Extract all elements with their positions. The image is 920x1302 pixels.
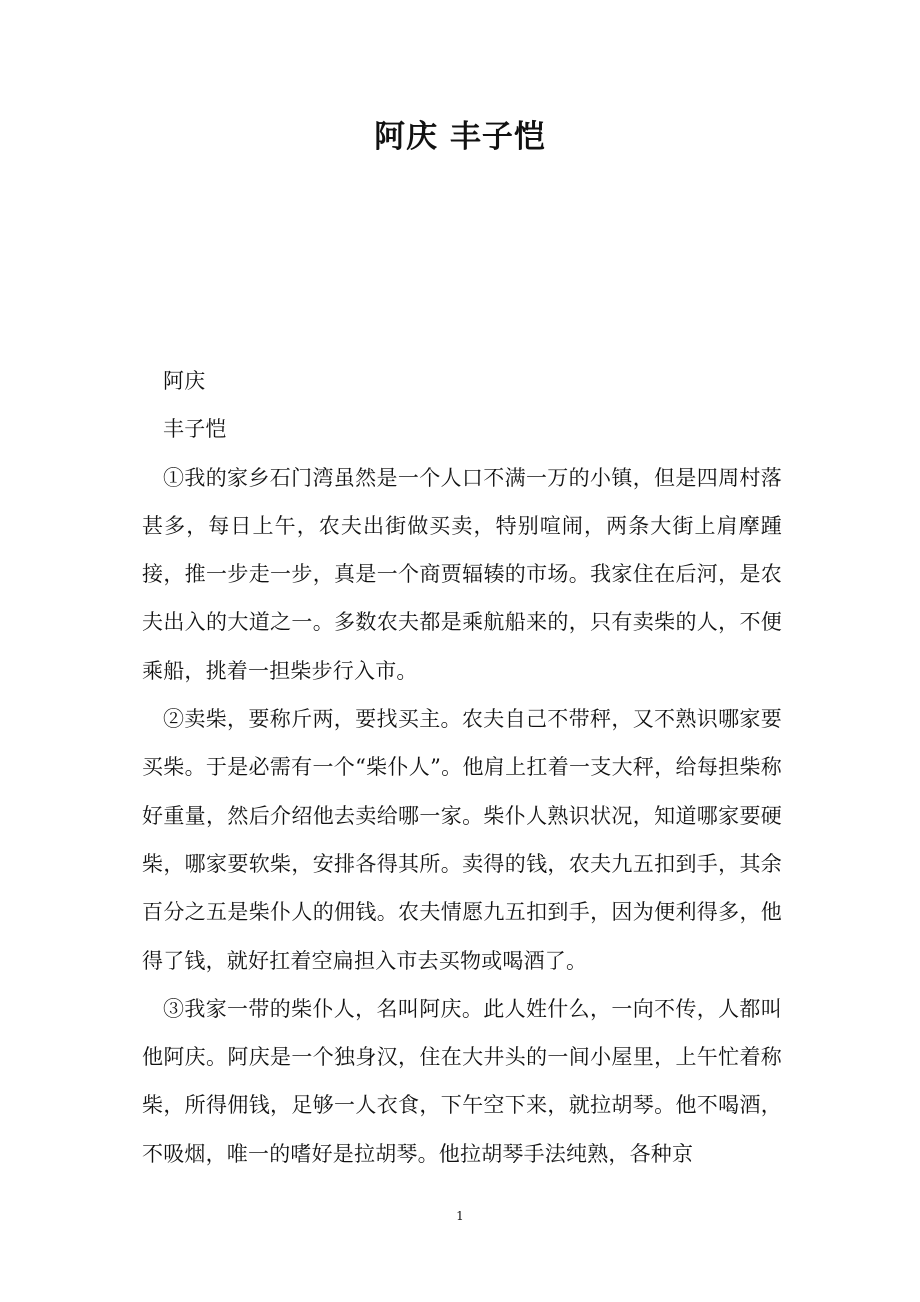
paragraph-3: ③我家一带的柴仆人，名叫阿庆。此人姓什么，一向不传，人都叫他阿庆。阿庆是一个独身汉，住在大井头的一间小屋里，上午忙着称柴，所得佣钱，足够一人衣食，下午空下来，就拉胡琴。他不喝酒，不吸烟，唯一的嗜好是拉胡琴。他拉胡琴手法纯熟，各种京 bbox=[142, 996, 782, 1166]
document-body bbox=[142, 357, 782, 1178]
author-line: 丰子恺 bbox=[163, 417, 227, 442]
page-number: 1 bbox=[456, 1209, 464, 1223]
paragraph-2: ②卖柴，要称斤两，要找买主。农夫自己不带秤，又不熟识哪家要买柴。于是必需有一个“柴仆人”。他肩上扛着一支大秤，给每担柴称好重量，然后介绍他去卖给哪一家。柴仆人熟识状况，知道哪家要硬柴，哪家要软柴，安排各得其所。卖得的钱，农夫九五扣到手，其余百分之五是柴仆人的佣钱。农夫情愿九五扣到手，因为便利得多，他得了钱，就好扛着空扁担入市去买物或喝酒了。 bbox=[142, 707, 782, 973]
document-title: 阿庆 丰子恺 bbox=[374, 119, 546, 155]
article-heading: 阿庆 bbox=[163, 369, 206, 393]
paragraph-1: ①我的家乡石门湾虽然是一个人口不满一万的小镇，但是四周村落甚多，每日上午，农夫出街做买卖，特别喧闹，两条大街上肩摩踵接，推一步走一步，真是一个商贾辐辏的市场。我家住在后河，是农夫出入的大道之一。多数农夫都是乘航船来的，只有卖柴的人，不便乘船，挑着一担柴步行入市。 bbox=[142, 465, 782, 683]
